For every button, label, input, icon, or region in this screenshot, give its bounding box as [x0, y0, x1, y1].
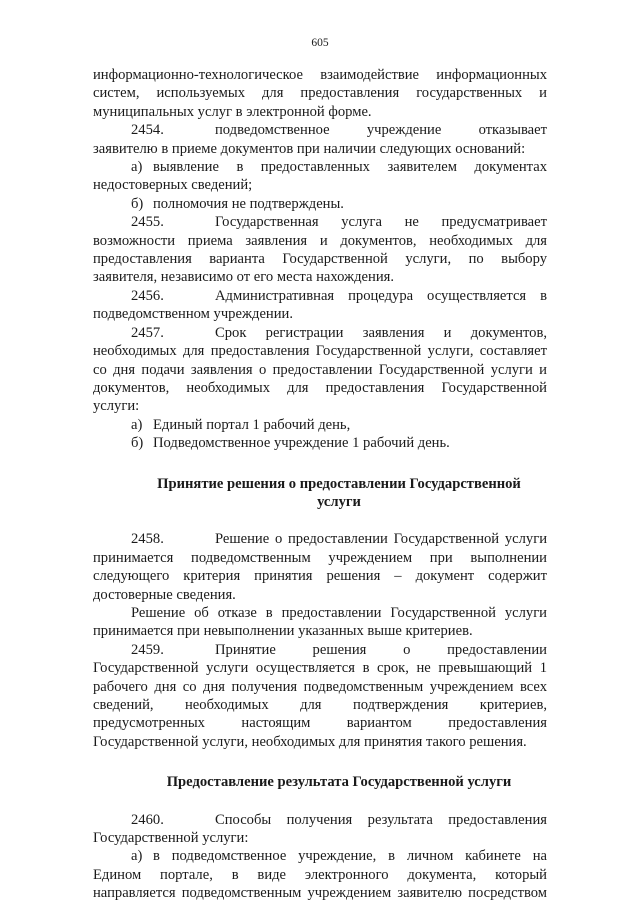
- clause-2457: [93, 324, 547, 342]
- paragraph-line: направляется подведомственным учреждением заявителю посредством: [93, 885, 547, 902]
- paragraph-line: Государственной услуги:: [93, 830, 249, 847]
- clause-2460: [93, 811, 547, 829]
- paragraph-line: услуги:: [93, 398, 140, 415]
- list-text: Подведомственное учреждение 1 рабочий день.: [153, 435, 450, 452]
- document-body: [93, 66, 547, 903]
- clause-head: Государственная услуга не предусматривает: [215, 214, 547, 231]
- list-item: [93, 158, 547, 176]
- list-item: [93, 416, 547, 434]
- clause-head: Принятие решения о предоставлении: [215, 641, 547, 658]
- clause-2459: [93, 641, 547, 659]
- clause-head: Срок регистрации заявления и документов,: [215, 324, 547, 341]
- paragraph-line: сведений, необходимых для подтверждения критериев,: [93, 697, 547, 713]
- clause-number: 2454.: [131, 122, 164, 139]
- paragraph-line: необходимых для предоставления Государственной услуги, составляет: [93, 343, 547, 360]
- list-text: в подведомственное учреждение, в личном кабинете на: [153, 848, 547, 865]
- paragraph-line: Государственной услуги, необходимых для принятия такого решения.: [93, 733, 527, 750]
- list-letter: а): [131, 159, 143, 176]
- paragraph-line: информационно-технологическое взаимодействие информационных: [93, 67, 547, 83]
- clause-2456: [93, 287, 547, 305]
- paragraph-line: Государственной услуги осуществляется в срок, не превышающий 1: [93, 660, 547, 677]
- clause-head: Способы получения результата предоставления: [215, 811, 547, 828]
- list-text: Единый портал 1 рабочий день,: [153, 416, 351, 433]
- paragraph-line: недостоверных сведений;: [93, 177, 253, 194]
- clause-number: 2457.: [131, 324, 164, 341]
- paragraph-line: достоверные сведения.: [93, 586, 236, 603]
- paragraph-line: со дня подачи заявления о предоставлении Государственной услуги и: [93, 361, 547, 378]
- list-text: выявление в предоставленных заявителем документах: [153, 159, 547, 176]
- list-item: [93, 434, 547, 452]
- list-text: полномочия не подтверждены.: [153, 195, 344, 212]
- paragraph-line: принимается при невыполнении указанных выше критериев.: [93, 623, 473, 640]
- list-letter: а): [131, 416, 143, 433]
- paragraph-line: подведомственном учреждении.: [93, 306, 294, 323]
- paragraph-line: возможности приема заявления и документов, необходимых для: [93, 232, 547, 249]
- clause-head: Решение о предоставлении Государственной услуги: [215, 531, 547, 548]
- paragraph-line: муниципальных услуг в электронной форме.: [93, 103, 372, 120]
- clause-head: подведомственное учреждение отказывает: [215, 122, 547, 139]
- clause-number: 2460.: [131, 811, 164, 828]
- clause-number: 2455.: [131, 214, 164, 231]
- paragraph-line: документов, необходимых для предоставления Государственной: [93, 379, 547, 396]
- paragraph-line: систем, используемых для предоставления государственных и: [93, 85, 547, 102]
- paragraph-line: рабочего дня со дня получения подведомственным учреждением всех: [93, 678, 547, 695]
- section-heading: Принятие решения о предоставлении Государственной: [157, 475, 521, 492]
- clause-head: Административная процедура осуществляется в: [215, 287, 547, 304]
- paragraph-line: следующего критерия принятия решения – документ содержит: [93, 568, 547, 585]
- list-letter: а): [131, 848, 143, 865]
- section-heading: Предоставление результата Государственной услуги: [166, 774, 512, 791]
- clause-2454: [93, 121, 547, 139]
- section-heading: услуги: [317, 493, 361, 510]
- paragraph-line: предусмотренных настоящим вариантом предоставления: [93, 715, 547, 732]
- paragraph-line: заявителю в приеме документов при наличии следующих оснований:: [93, 140, 526, 157]
- paragraph-line: принимается подведомственным учреждением при выполнении: [93, 549, 547, 566]
- clause-2455: [93, 213, 547, 231]
- clause-number: 2456.: [131, 287, 164, 304]
- list-item: [93, 195, 547, 213]
- list-item: [93, 847, 547, 865]
- paragraph-line: Едином портале, в виде электронного документа, который: [93, 866, 547, 883]
- page-number: 605: [311, 37, 329, 49]
- paragraph-line: Решение об отказе в предоставлении Государственной услуги: [131, 604, 547, 621]
- clause-number: 2458.: [131, 531, 164, 548]
- clause-2458: [93, 530, 547, 548]
- paragraph-line: заявителя, независимо от его места нахождения.: [93, 269, 395, 286]
- list-letter: б): [131, 195, 144, 212]
- list-letter: б): [131, 435, 144, 452]
- clause-number: 2459.: [131, 641, 164, 658]
- paragraph-line: предоставления варианта Государственной услуги, по выбору: [93, 251, 547, 268]
